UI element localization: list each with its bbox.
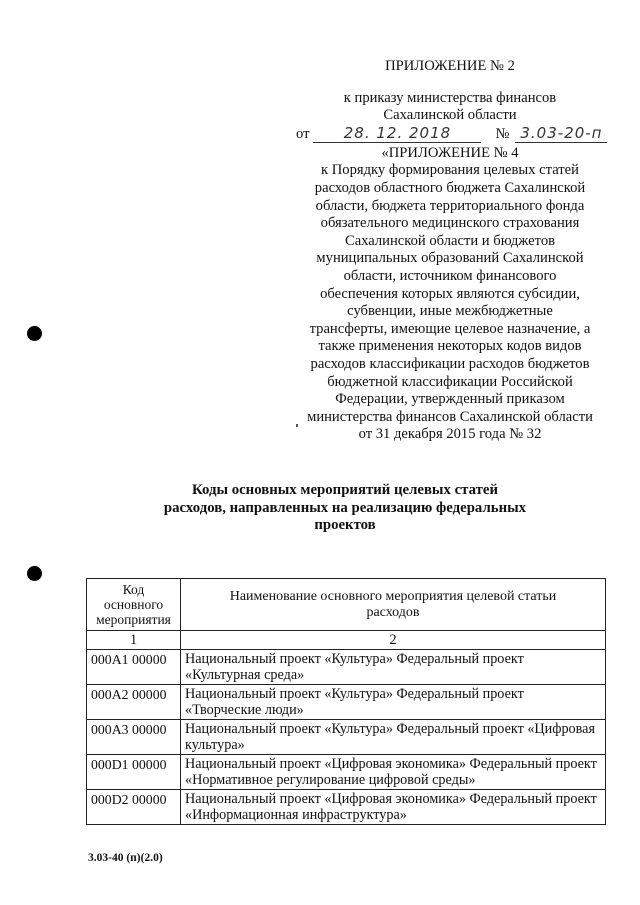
punch-hole-bottom — [27, 566, 42, 581]
section-title-line-3: проектов — [314, 517, 376, 533]
table-row — [87, 685, 606, 720]
row-name: Национальный проект «Цифровая экономика» Федеральный проект «Нормативное регулирование цифровой среды» — [181, 755, 606, 790]
row-code: 000D2 00000 — [87, 790, 181, 825]
document-footer-code: 3.03-40 (п)(2.0) — [88, 852, 163, 864]
order-line-1: к приказу министерства финансов — [343, 89, 557, 106]
annex4-line-5: обязательного медицинского страхования — [320, 215, 580, 232]
column-header-name — [181, 579, 606, 631]
row-code: 000D1 00000 — [87, 755, 181, 790]
table-row — [87, 650, 606, 685]
annex4-line-1: «ПРИЛОЖЕНИЕ № 4 — [381, 144, 519, 161]
section-title-line-2: расходов, направленных на реализацию федеральных — [163, 499, 527, 516]
table-row — [87, 720, 606, 755]
section-title-line-1: Коды основных мероприятий целевых статей — [192, 482, 498, 498]
column-number-1: 1 — [87, 631, 181, 650]
annex4-line-6: Сахалинской области и бюджетов — [344, 232, 556, 249]
order-date-line — [296, 125, 610, 145]
annex4-line-16: министерства финансов Сахалинской области — [307, 408, 593, 425]
col2-header-line-2: расходов — [366, 604, 420, 620]
section-title — [150, 482, 540, 535]
handwritten-date: 28. 12. 2018 — [343, 123, 452, 142]
col2-header-line-1: Наименование основного мероприятия целевой статьи — [229, 588, 557, 604]
row-code: 000A2 00000 — [87, 685, 181, 720]
annex4-line-8: области, источником финансового — [343, 267, 557, 284]
col1-header-line-2: основного — [103, 597, 164, 612]
column-header-code — [87, 579, 181, 631]
date-label: от — [296, 125, 310, 142]
handwritten-number: 3.03-20-п — [520, 123, 603, 142]
stray-mark — [296, 424, 298, 427]
annex4-line-9: обеспечения которых являются субсидии, — [320, 285, 580, 302]
punch-hole-top — [27, 326, 42, 341]
table-row — [87, 790, 606, 825]
table-row — [87, 755, 606, 790]
annex4-line-10: субвенции, иные межбюджетные — [347, 303, 553, 320]
annex4-line-3: расходов областного бюджета Сахалинской — [314, 179, 586, 196]
annex4-line-2: к Порядку формирования целевых статей — [321, 162, 579, 179]
number-field — [515, 125, 607, 143]
annex4-line-4: области, бюджета территориального фонда — [315, 197, 585, 214]
table-header-row — [87, 579, 606, 631]
row-name: Национальный проект «Культура» Федеральный проект «Творческие люди» — [181, 685, 606, 720]
annex4-line-13: расходов классификации расходов бюджетов — [310, 355, 590, 372]
order-line-2: Сахалинской области — [383, 107, 517, 124]
col1-header-line-1: Код — [122, 582, 145, 597]
row-name: Национальный проект «Цифровая экономика» Федеральный проект «Информационная инфраструктура» — [181, 790, 606, 825]
row-name: Национальный проект «Культура» Федеральный проект «Культурная среда» — [181, 650, 606, 685]
annex-title: ПРИЛОЖЕНИЕ № 2 — [385, 58, 515, 74]
annex4-line-15: Федерации, утвержденный приказом — [335, 391, 565, 408]
codes-table-wrapper — [86, 578, 606, 825]
annex4-line-12: также применения некоторых кодов видов — [318, 338, 582, 355]
column-number-2: 2 — [181, 631, 606, 650]
appendix-header — [290, 58, 610, 444]
annex4-line-14: бюджетной классификации Российской — [327, 373, 573, 390]
number-label: № — [495, 125, 510, 142]
row-name: Национальный проект «Культура» Федеральный проект «Цифровая культура» — [181, 720, 606, 755]
annex4-line-17: от 31 декабря 2015 года № 32 — [358, 426, 542, 443]
row-code: 000A3 00000 — [87, 720, 181, 755]
annex4-line-7: муниципальных образований Сахалинской — [316, 250, 584, 267]
annex4-line-11: трансферты, имеющие целевое назначение, а — [309, 320, 591, 337]
column-number-row — [87, 631, 606, 650]
row-code: 000A1 00000 — [87, 650, 181, 685]
col1-header-line-3: мероприятия — [96, 612, 171, 627]
codes-table — [86, 578, 606, 825]
date-field — [313, 125, 481, 143]
